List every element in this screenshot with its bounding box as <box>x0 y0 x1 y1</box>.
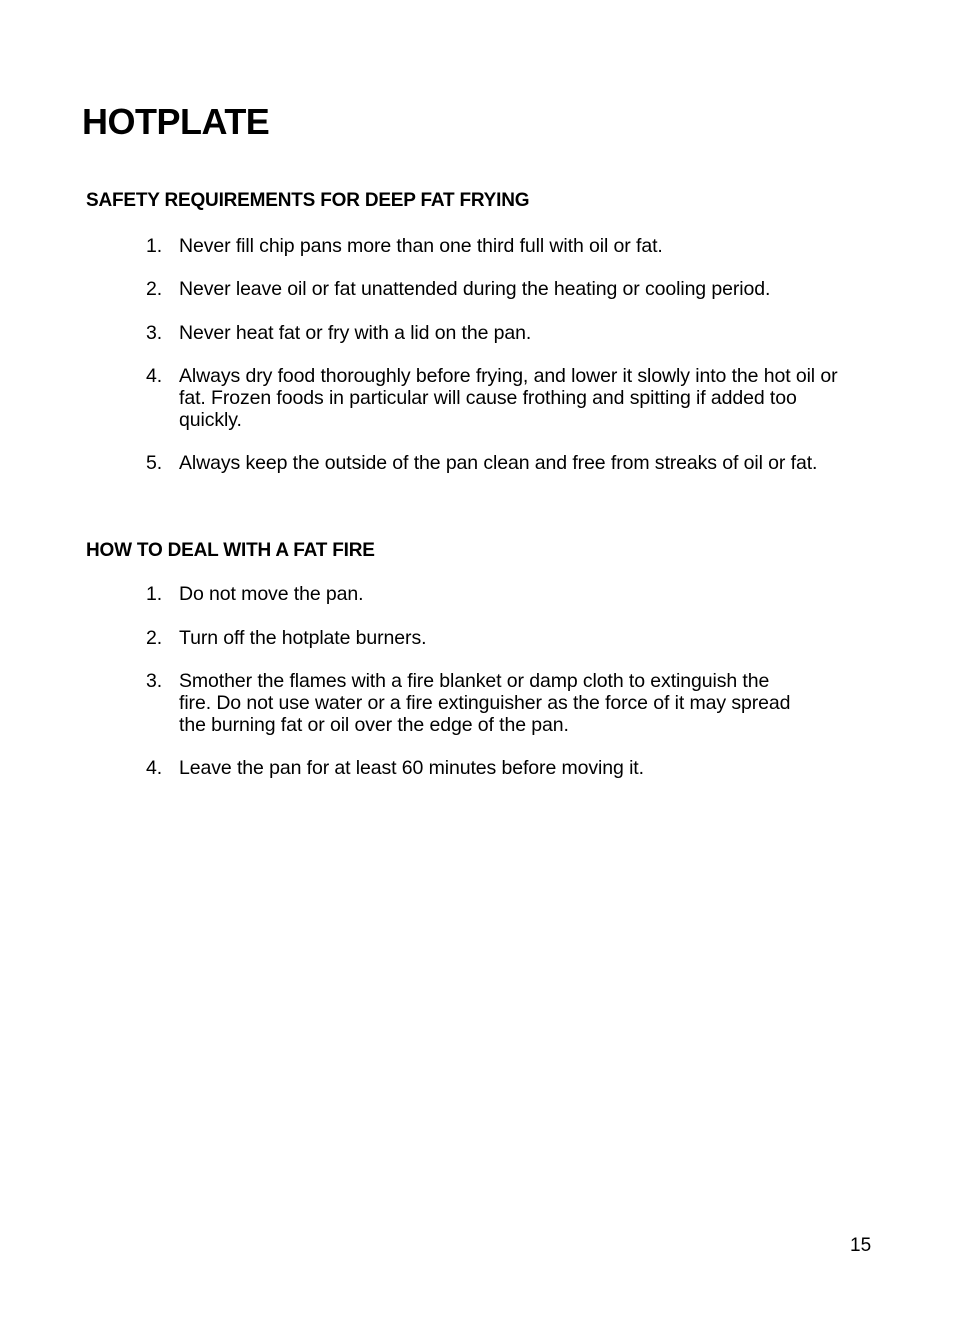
list-item-number: 4. <box>146 757 163 779</box>
list-item-text: Never heat fat or fry with a lid on the pan. <box>179 322 532 344</box>
list-item <box>146 757 846 779</box>
list-item-number: 1. <box>146 235 163 257</box>
list-item-number: 2. <box>146 627 163 649</box>
list-item-text: Never fill chip pans more than one third full with oil or fat. <box>179 235 663 257</box>
list-item <box>146 670 806 736</box>
list-item-text: Leave the pan for at least 60 minutes before moving it. <box>179 757 644 779</box>
list-item-text: Smother the flames with a fire blanket or damp cloth to extinguish the fire. Do not use water or a fire extinguisher as the force of it may spread the burning fat or oil over the edge of the pan. <box>179 670 791 736</box>
list-item-text: Never leave oil or fat unattended during the heating or cooling period. <box>179 278 771 300</box>
list-item-number: 1. <box>146 583 163 605</box>
list-item-text: Always keep the outside of the pan clean and free from streaks of oil or fat. <box>179 452 818 474</box>
list-item-text: Always dry food thoroughly before frying, and lower it slowly into the hot oil or fat. Frozen foods in particular will cause frothing and spitting if added too quickly. <box>179 365 838 431</box>
list-item-text: Turn off the hotplate burners. <box>179 627 427 649</box>
section-heading-deep-fat-frying: SAFETY REQUIREMENTS FOR DEEP FAT FRYING <box>86 190 530 211</box>
list-item-number: 5. <box>146 452 163 474</box>
fat-fire-list <box>146 0 846 800</box>
list-item <box>146 583 846 605</box>
section-heading-fat-fire: HOW TO DEAL WITH A FAT FIRE <box>86 540 375 561</box>
list-item-number: 3. <box>146 322 163 344</box>
list-item-number: 3. <box>146 670 163 692</box>
list-item-text: Do not move the pan. <box>179 583 364 605</box>
list-item <box>146 627 846 649</box>
list-item-number: 4. <box>146 365 163 387</box>
page-title: HOTPLATE <box>82 101 270 142</box>
page-number: 15 <box>850 1235 872 1256</box>
list-item-number: 2. <box>146 278 163 300</box>
